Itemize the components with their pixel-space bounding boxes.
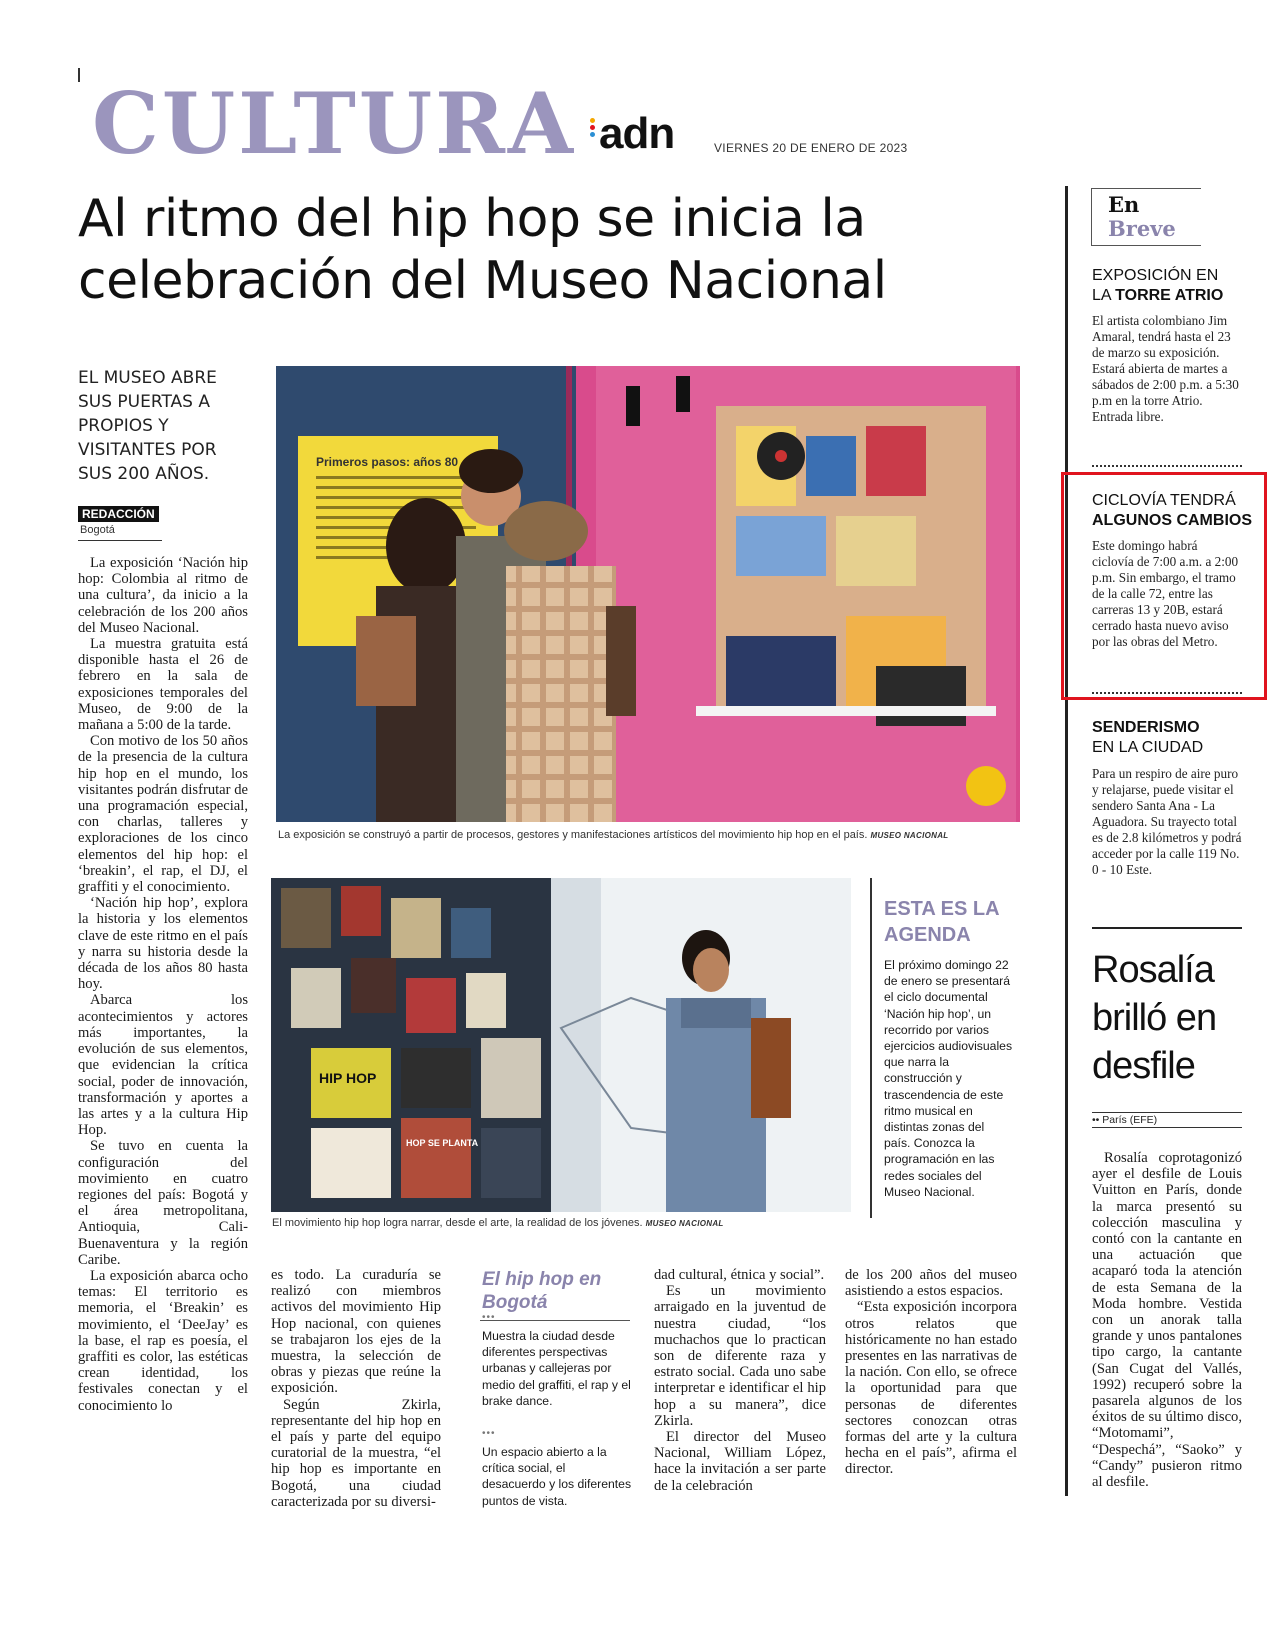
- brief-2-title-b: ALGUNOS CAMBIOS: [1092, 512, 1252, 529]
- paragraph: La muestra gratuita está disponible hasta el 26 de febrero en la sala de exposiciones temporales del Museo, de 9:00 de la mañana a 5:00 de la tarde.: [78, 636, 248, 734]
- en-breve-logo: [1091, 188, 1201, 246]
- publication-date: VIERNES 20 DE ENERO DE 2023: [714, 141, 908, 155]
- brief-3-title-a: SENDERISMO: [1092, 719, 1200, 736]
- agenda-text: El próximo domingo 22 de enero se presentará el ciclo documental ‘Nación hip hop’, un recorrido por varios ejercicios audiovisuales que narra la construcción y trascendencia de este ritmo musical en distintas zonas del país. Conozca la programación en las redes sociales del Museo Nacional.: [884, 958, 1013, 1199]
- article-column-4: [654, 1267, 826, 1494]
- hiphop-box-rule: [480, 1320, 630, 1321]
- brief-separator: [1092, 692, 1242, 694]
- paragraph: Abarca los acontecimientos y actores más importantes, la evolución de sus elementos, que evidencian la crítica social, poder de innovación, transformación y aportes a las artes y a la cultura Hip Hop.: [78, 992, 248, 1139]
- exhibition-photo-2: [271, 878, 851, 1212]
- article-column-5: [845, 1267, 1017, 1478]
- photo1-caption: [278, 829, 1018, 841]
- paragraph: La exposición ‘Nación hip hop: Colombia al ritmo de una cultura’, da inicio a la celebración de los 200 años del Museo Nacional.: [78, 555, 248, 636]
- photo2-credit: MUSEO NACIONAL: [645, 1219, 724, 1228]
- brief-1-title-b: LA: [1092, 287, 1111, 304]
- brief-1-title-a: EXPOSICIÓN EN: [1092, 267, 1219, 284]
- brief-2-text: Este domingo habrá ciclovía de 7:00 a.m. a 2:00 p.m. Sin embargo, el tramo de la calle 72, entre las carreras 13 y 20B, estará cerrado hasta nuevo aviso por las obras del Metro.: [1092, 538, 1239, 649]
- brief-1-title: [1092, 266, 1252, 306]
- brief-separator: [1092, 465, 1242, 467]
- adn-logo: adn: [599, 109, 675, 158]
- hiphop-item-1: Muestra la ciudad desde diferentes perspectivas urbanas y callejeras por medio del graffiti, el rap y el brake dance.: [482, 1329, 631, 1408]
- paragraph: La exposición abarca ocho temas: El territorio es memoria, el ‘Breakin’ es movimiento, el ‘DeeJay’ es la base, el rap es poesía, el graffiti es color, las estéticas crean identidad, los festivales conectan y el conocimiento lo: [78, 1267, 248, 1414]
- paragraph: Se tuvo en cuenta la configuración del movimiento en cuatro regiones del país: Bogotá y el área metropolitana, Antioquia, Cali-Buenaventura y la región Caribe.: [78, 1138, 248, 1268]
- photo1-panel-title: Primeros pasos: años 80: [316, 455, 459, 469]
- byline-city: Bogotá: [80, 524, 115, 536]
- paragraph: Según Zkirla, representante del hip hop en el país y parte del equipo curatorial de la muestra, “el hip hop es importante en Bogotá, una ciudad caracterizada por su diversi-: [271, 1396, 441, 1510]
- paragraph: El director del Museo Nacional, William López, hace la invitación a ser parte de la celebración: [654, 1429, 826, 1494]
- agenda-title: ESTA ES LA AGENDA: [884, 898, 999, 946]
- brief-1-text: El artista colombiano Jim Amaral, tendrá hasta el 23 de marzo su exposición. Estará abierta de martes a sábados de 2:00 p.m. a 5:30 p.m en la torre Atrio. Entrada libre.: [1092, 313, 1239, 424]
- byline-label: REDACCIÓN: [78, 506, 159, 522]
- ellipsis-icon: •••: [482, 1428, 496, 1439]
- article-column-2: [271, 1267, 441, 1510]
- en-breve-en: En: [1108, 192, 1140, 217]
- photo2-caption: [272, 1217, 872, 1229]
- rosalia-byline: •• París (EFE): [1092, 1112, 1242, 1128]
- en-breve-breve: Breve: [1108, 216, 1176, 241]
- exhibition-photo-1: [276, 366, 1020, 822]
- brief-2-title: [1092, 491, 1252, 531]
- paragraph: dad cultural, étnica y social”.: [654, 1267, 825, 1283]
- brief-3-title: [1092, 718, 1252, 758]
- hiphop-item-2: Un espacio abierto a la crítica social, el desacuerdo y los diferentes puntos de vista.: [482, 1445, 632, 1508]
- paragraph: es todo. La curaduría se realizó con miembros activos del movimiento Hip Hop nacional, con quienes se trabajaron los ejes de la muestra, la selección de obras y piezas que reúne la exposición.: [271, 1267, 441, 1397]
- paragraph: de los 200 años del museo asistiendo a estos espacios.: [845, 1267, 1017, 1300]
- photo1-credit: MUSEO NACIONAL: [870, 831, 949, 840]
- paragraph: “Esta exposición incorpora otros relatos que históricamente no han estado presentes en las narrativas de la nación. Con ello, se ofrece la oportunidad para que personas de diferentes sectores conozcan otras formas del arte y la cultura hecha en el país”, afirma el director.: [845, 1299, 1017, 1478]
- brief-1-title-c: TORRE ATRIO: [1115, 287, 1224, 304]
- hiphop-box-title: El hip hop en Bogotá: [482, 1269, 602, 1313]
- paragraph: Es un movimiento arraigado en la juventud de nuestra ciudad, “los muchachos que lo practican son de diferente raza y estrato social. Cada uno sabe interpretar e identificar el hip hop a su manera”, dice Zkirla.: [654, 1283, 826, 1429]
- photo2-poster-hiphop: HIP HOP: [319, 1070, 377, 1086]
- masthead-rule: [78, 68, 80, 82]
- rosalia-headline: Rosalía brilló en desfile: [1092, 949, 1217, 1087]
- article-column-1: [78, 555, 248, 1414]
- article-headline: Al ritmo del hip hop se inicia la celebración del Museo Nacional: [78, 189, 887, 311]
- byline-rule: [78, 540, 162, 541]
- photo2-poster-plant: HOP SE PLANTA: [406, 1138, 479, 1148]
- rosalia-text: [1092, 1150, 1242, 1490]
- sidebar-divider: [1092, 927, 1242, 929]
- article-lead: EL MUSEO ABRE SUS PUERTAS A PROPIOS Y VISITANTES POR SUS 200 AÑOS.: [78, 368, 217, 484]
- paragraph: Rosalía coprotagonizó ayer el desfile de Louis Vuitton en París, donde la marca presentó su colección masculina y contó con la cantante en una actuación que acaparó toda la atención de esta Semana de la Moda hombre. Vestida con un anorak talla grande y unos pantalones tipo cargo, la cantante (San Cugat del Vallés, 1992) recuperó sobre la pasarela algunos de los éxitos de su último disco, “Motomami”, “Despechá”, “Saoko” y “Candy” pusieron ritmo al desfile.: [1092, 1150, 1242, 1491]
- photo1-caption-text: La exposición se construyó a partir de procesos, gestores y manifestaciones artísticos del movimiento hip hop en el país.: [278, 829, 868, 841]
- ellipsis-icon: •••: [482, 1312, 496, 1323]
- agenda-rule: [870, 878, 872, 1218]
- photo2-caption-text: El movimiento hip hop logra narrar, desde el arte, la realidad de los jóvenes.: [272, 1217, 643, 1229]
- paragraph: ‘Nación hip hop’, explora la historia y los elementos clave de este ritmo en el país y narra su historia desde la década de los años 80 hasta hoy.: [78, 895, 248, 993]
- brief-2-title-a: CICLOVÍA TENDRÁ: [1092, 492, 1236, 509]
- brief-3-title-b: EN LA CIUDAD: [1092, 739, 1204, 756]
- brief-3-text: Para un respiro de aire puro y relajarse, puede visitar el sendero Santa Ana - La Aguadora. Su trayecto total es de 2.8 kilómetros y podrá acceder por la calle 119 No. 0 - 10 Este.: [1092, 766, 1242, 877]
- sidebar-rule: [1065, 186, 1068, 1496]
- section-title: CULTURA: [92, 74, 577, 173]
- paragraph: Con motivo de los 50 años de la presencia de la cultura hip hop en el mundo, los visitantes podrán disfrutar de una programación especial, con charlas, talleres y exploraciones de los cinco elementos del hip hop: el ‘breakin’, el rap, el DJ, el graffiti y el conocimiento.: [78, 733, 248, 896]
